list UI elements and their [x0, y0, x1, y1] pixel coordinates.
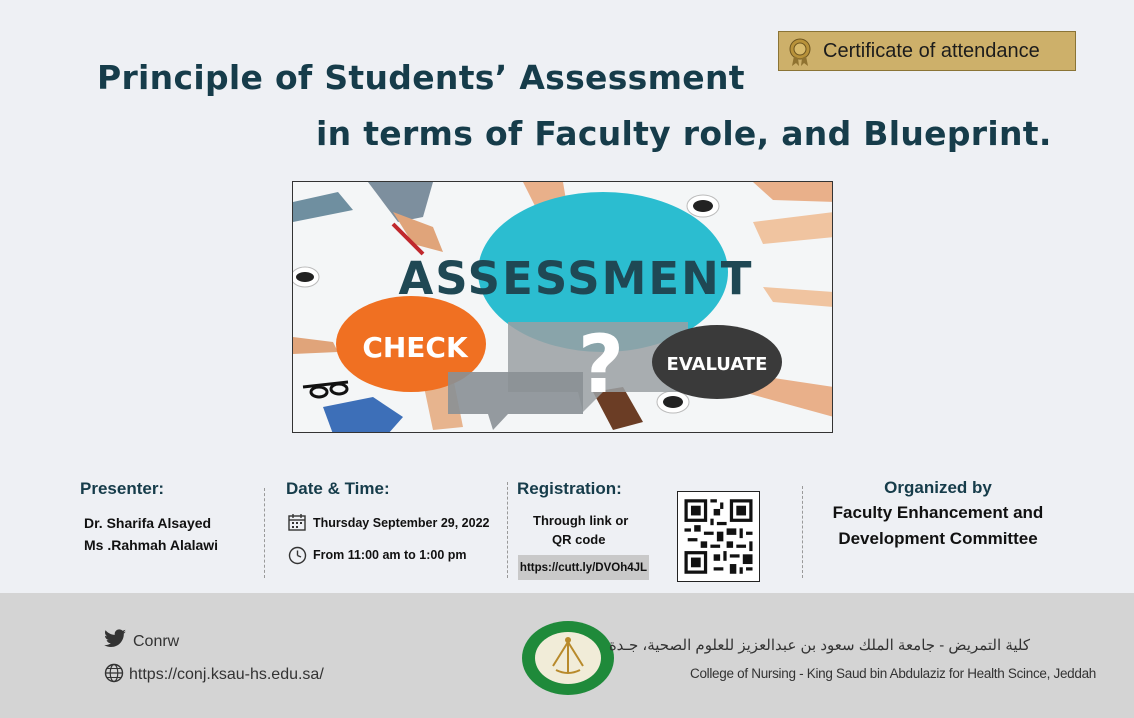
- globe-icon: [104, 663, 124, 683]
- word-check: CHECK: [362, 331, 468, 364]
- question-mark: ?: [577, 318, 625, 411]
- assessment-illustration: [293, 182, 833, 433]
- word-assessment: ASSESSMENT: [398, 252, 754, 305]
- word-evaluate: EVALUATE: [666, 354, 768, 375]
- college-name-english: College of Nursing - King Saud bin Abdulaziz for Health Scince, Jeddah: [690, 666, 1097, 681]
- organizer-heading: Organized by: [884, 478, 992, 497]
- presenter-name-2: Ms .Rahmah Alalawi: [84, 537, 219, 553]
- registration-text-2: QR code: [552, 532, 606, 547]
- event-date: Thursday September 29, 2022: [313, 516, 490, 530]
- assessment-image: [292, 181, 833, 433]
- registration-heading: Registration:: [517, 479, 622, 498]
- presenter-name-1: Dr. Sharifa Alsayed: [84, 515, 212, 531]
- university-logo: [520, 620, 616, 696]
- twitter-handle[interactable]: Conrw: [133, 633, 180, 650]
- medal-icon: [783, 34, 817, 68]
- divider: [264, 488, 265, 578]
- divider: [802, 486, 803, 578]
- qr-code-icon: [678, 492, 759, 581]
- college-name-arabic: كلية التمريض - جامعة الملك سعود بن عبدالعزيز للعلوم الصحية، جـدة: [608, 637, 1030, 654]
- event-time: From 11:00 am to 1:00 pm: [313, 548, 467, 562]
- organizer-line-2: Development Committee: [838, 529, 1038, 548]
- qr-code[interactable]: [677, 491, 760, 582]
- title-line-1: Principle of Students’ Assessment: [97, 58, 745, 97]
- website-link[interactable]: https://conj.ksau-hs.edu.sa/: [129, 666, 324, 683]
- datetime-heading: Date & Time:: [286, 479, 390, 498]
- registration-link-box[interactable]: [518, 555, 649, 580]
- clock-icon: [288, 546, 307, 565]
- registration-link[interactable]: https://cutt.ly/DVOh4JL: [519, 561, 648, 574]
- twitter-icon[interactable]: [103, 629, 127, 649]
- certificate-label: Certificate of attendance: [823, 39, 1040, 62]
- registration-text-1: Through link or: [533, 513, 629, 528]
- organizer-line-1: Faculty Enhancement and: [832, 503, 1044, 522]
- divider: [507, 482, 508, 578]
- title-line-2: in terms of Faculty role, and Blueprint.: [316, 114, 1052, 153]
- calendar-icon: [288, 513, 306, 531]
- presenter-heading: Presenter:: [80, 479, 165, 498]
- certificate-badge: [778, 31, 1076, 71]
